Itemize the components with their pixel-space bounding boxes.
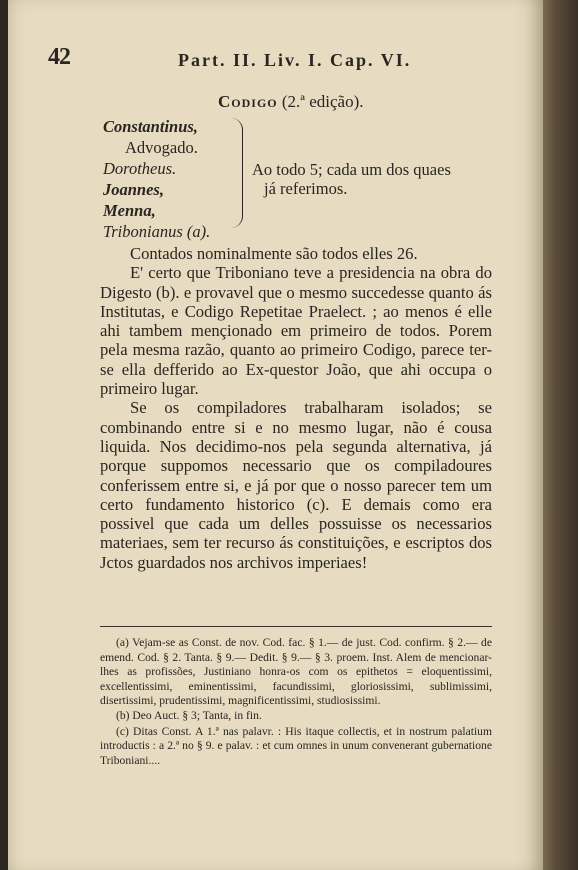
commissioner-name: Dorotheus. [103,159,177,178]
brace-bracket [228,118,243,228]
section-title [218,92,364,112]
section-title-label: Codigo [218,92,278,111]
brace-note [252,160,451,198]
paragraph: Se os compiladores trabalharam isolados; se combinando entre si e no mesmo lugar, não é cousa liquida. Nos decidimo-nos pela segunda alternativa, já porque suppomos necessario que os compiladoures conferissem entre si, e já por que o nosso parecer tem um certo fundamento historico (c). E demais como era possivel que cada um delles possuisse os necessarios materiaes, sem ter recurso ás constituições, e escriptos dos Jctos guardados nos archivos imperiaes! [100,398,492,572]
commissioner-name: Menna, [103,201,156,220]
commissioner-name: Constantinus, [103,117,198,136]
footnote: (b) Deo Auct. § 3; Tanta, in fin. [116,709,262,723]
section-title-edition: (2.ª edição). [281,92,364,111]
page-number: 42 [48,44,70,70]
commissioner-name: Joannes, [103,180,164,199]
footnotes [100,636,492,769]
paragraph: Contados nominalmente são todos elles 26. [130,244,418,263]
paragraph: E' certo que Triboniano teve a presidencia na obra do Digesto (b). e provavel que o mesmo succedesse quanto ás Institutas, e Codigo Repetitae Praelect. ; ao menos é elle ahi tambem mençionado em primeiro de todos. Porem pela mesma razão, quanto ao primeiro Codigo, parece ter-se ella defferido ao Ex-questor João, que ahi occupa o primeiro lugar. [100,263,492,399]
book-page [8,0,543,870]
footnote-divider [100,626,492,627]
commissioner-name: Tribonianus (a). [103,222,211,241]
book-page-edge [543,0,578,870]
commissioner-title: Advogado. [125,138,198,157]
commissioner-list [103,116,210,242]
body-text [100,244,492,572]
brace-note-line: Ao todo 5; cada um dos quaes [252,160,451,179]
footnote: (a) Vejam-se as Const. de nov. Cod. fac. § 1.— de just. Cod. confirm. § 2.— de emend. Cod. § 2. Tanta. § 9.— Dedit. § 9.— § 3. proem. Inst. Alem de mencionar-lhes as profissões, Justiniano honra-os com os epithetos = eloquentissimi, excellentissimi, eminentissimi, facundissimi, gloriosissimi, sublimissimi, disertissimi, prudentissimi, magnificentissimi, studiosissimi. [100,636,492,708]
footnote: (c) Ditas Const. A 1.ª nas palavr. : His itaque collectis, et in nostrum palatium introductis : a 2.ª no § 9. e palav. : et cum omnes in unum convenerant gubernatione Triboniani.... [100,724,492,767]
running-head: Part. II. Liv. I. Cap. VI. [178,50,412,70]
brace-note-line: já referimos. [264,179,348,198]
